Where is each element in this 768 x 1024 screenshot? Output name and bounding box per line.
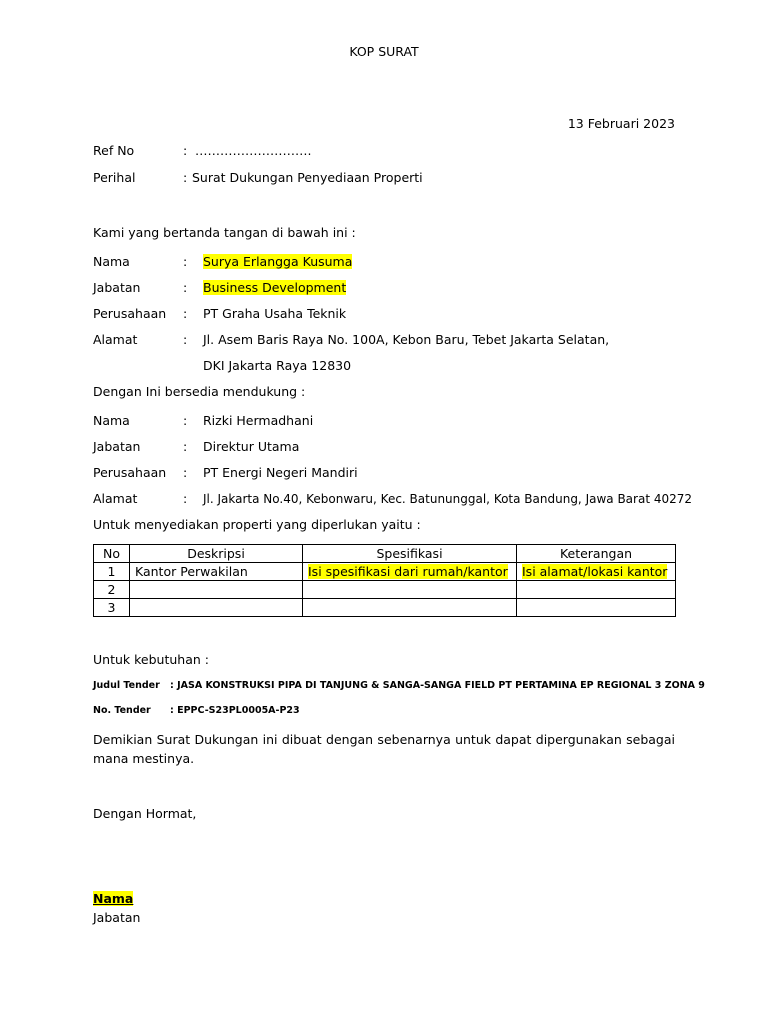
table-row — [94, 581, 676, 599]
supported-name-sep: : — [183, 413, 188, 428]
row-description — [130, 581, 303, 599]
header-no: No — [94, 545, 130, 563]
table-row — [94, 599, 676, 617]
signer-company-value: PT Graha Usaha Teknik — [203, 306, 347, 321]
signer-address-line1: Jl. Asem Baris Raya No. 100A, Kebon Baru, Tebet Jakarta Selatan, — [203, 332, 610, 347]
signer-position-sep: : — [183, 280, 188, 295]
signature-position: Jabatan — [93, 910, 141, 925]
row-no: 3 — [94, 599, 130, 617]
signer-name-sep: : — [183, 254, 188, 269]
table-row — [94, 563, 676, 581]
supported-company-label: Perusahaan — [93, 465, 167, 480]
signer-address-sep: : — [183, 332, 188, 347]
salutation: Dengan Hormat, — [93, 806, 197, 821]
intro-signer: Kami yang bertanda tangan di bawah ini : — [93, 225, 356, 240]
ref-label: Ref No — [93, 143, 135, 158]
letter-date: 13 Februari 2023 — [567, 116, 675, 131]
letterhead: KOP SURAT — [349, 44, 419, 59]
supported-address-sep: : — [183, 491, 188, 506]
row-remarks: Isi alamat/lokasi kantor — [522, 563, 668, 579]
supported-position-label: Jabatan — [93, 439, 141, 454]
supported-company-value: PT Energi Negeri Mandiri — [203, 465, 358, 480]
row-remarks — [517, 599, 676, 617]
subject-sep: : — [183, 170, 188, 185]
signer-address-line2: DKI Jakarta Raya 12830 — [203, 358, 352, 373]
supported-position-sep: : — [183, 439, 188, 454]
row-description — [130, 599, 303, 617]
intro-property: Untuk menyediakan properti yang diperlukan yaitu : — [93, 517, 421, 532]
property-table — [93, 544, 676, 617]
supported-position-value: Direktur Utama — [203, 439, 300, 454]
signer-position-label: Jabatan — [93, 280, 141, 295]
signer-name-label: Nama — [93, 254, 130, 269]
tender-title-value: : JASA KONSTRUKSI PIPA DI TANJUNG & SANGA-SANGA FIELD PT PERTAMINA EP REGIONAL 3 ZONA 9 — [170, 680, 705, 691]
signer-company-label: Perusahaan — [93, 306, 167, 321]
closing-paragraph: Demikian Surat Dukungan ini dibuat dengan sebenarnya untuk dapat dipergunakan sebagai mana mestinya. — [93, 732, 675, 766]
signer-company-sep: : — [183, 306, 188, 321]
tender-title-label: Judul Tender — [93, 680, 160, 691]
supported-name-value: Rizki Hermadhani — [203, 413, 314, 428]
tender-no-value: : EPPC-S23PL0005A-P23 — [170, 705, 300, 716]
supported-address-value: Jl. Jakarta No.40, Kebonwaru, Kec. Batununggal, Kota Bandung, Jawa Barat 40272 — [203, 492, 693, 506]
row-no: 2 — [94, 581, 130, 599]
signer-name-value: Surya Erlangga Kusuma — [203, 254, 353, 269]
header-specification: Spesifikasi — [303, 545, 517, 563]
row-remarks — [517, 581, 676, 599]
subject-label: Perihal — [93, 170, 136, 185]
table-header-row — [94, 545, 676, 563]
supported-address-label: Alamat — [93, 491, 138, 506]
subject-value: Surat Dukungan Penyediaan Properti — [192, 170, 423, 185]
supported-company-sep: : — [183, 465, 188, 480]
ref-value: ………………………. — [195, 143, 312, 158]
supported-name-label: Nama — [93, 413, 130, 428]
row-specification — [303, 581, 517, 599]
tender-no-label: No. Tender — [93, 705, 151, 716]
header-description: Deskripsi — [130, 545, 303, 563]
row-specification — [303, 599, 517, 617]
signer-position-value: Business Development — [203, 280, 347, 295]
ref-sep: : — [183, 143, 188, 158]
signer-address-label: Alamat — [93, 332, 138, 347]
signature-name: Nama — [93, 891, 134, 906]
row-description: Kantor Perwakilan — [130, 563, 303, 581]
header-remarks: Keterangan — [517, 545, 676, 563]
needs-title: Untuk kebutuhan : — [93, 652, 209, 667]
row-no: 1 — [94, 563, 130, 581]
row-specification: Isi spesifikasi dari rumah/kantor — [308, 563, 508, 579]
intro-supported: Dengan Ini bersedia mendukung : — [93, 384, 306, 399]
